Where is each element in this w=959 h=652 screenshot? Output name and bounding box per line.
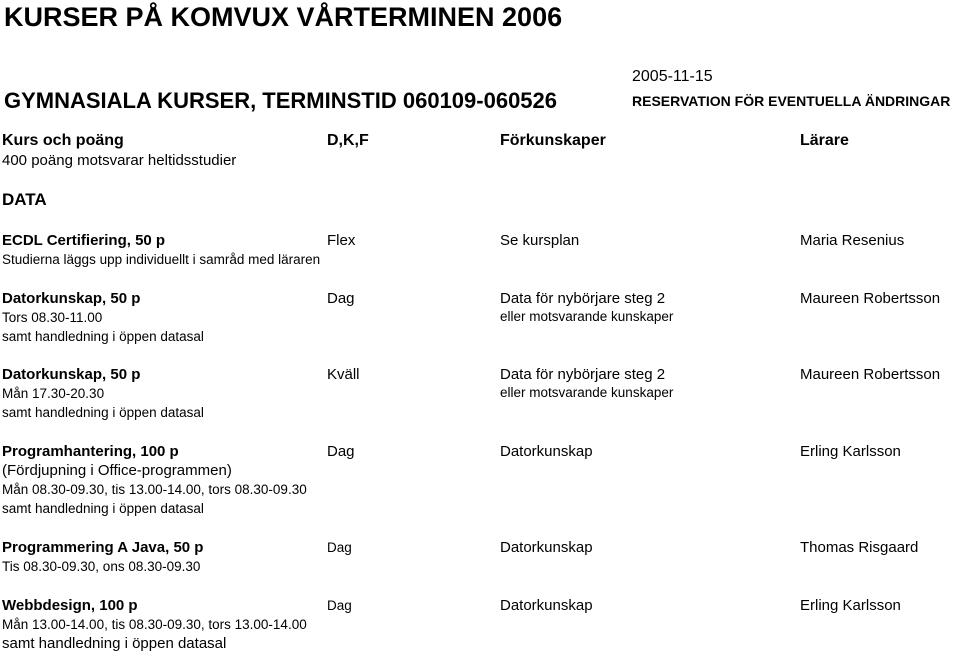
course-teacher: Erling Karlsson [800,597,901,614]
course-detail: samt handledning i öppen datasal [2,501,204,516]
course-type: Dag [327,443,355,460]
course-detail: samt handledning i öppen datasal [2,329,204,344]
course-prereq-alt: eller motsvarande kunskaper [500,309,674,324]
reservation-note: RESERVATION FÖR EVENTUELLA ÄNDRINGAR [632,93,951,109]
course-teacher: Erling Karlsson [800,443,901,460]
course-prereq: Datorkunskap [500,597,593,614]
points-note: 400 poäng motsvarar heltidsstudier [2,152,237,169]
course-detail: samt handledning i öppen datasal [2,405,204,420]
course-prereq: Data för nybörjare steg 2 [500,366,666,383]
course-detail: Mån 08.30-09.30, tis 13.00-14.00, tors 08.30-09.30 [2,482,307,497]
section-heading: DATA [2,190,47,209]
course-name: Webbdesign, 100 p [2,597,138,614]
course-type: Dag [327,598,352,613]
course-type: Kväll [327,366,360,383]
course-name: ECDL Certifiering, 50 p [2,232,166,249]
course-name: Datorkunskap, 50 p [2,290,141,307]
course-teacher: Thomas Risgaard [800,539,919,556]
document-date: 2005-11-15 [632,68,713,85]
course-teacher: Maria Resenius [800,232,905,249]
course-prereq: Datorkunskap [500,443,593,460]
page-subtitle: GYMNASIALA KURSER, TERMINSTID 060109-060526 [4,88,558,113]
course-detail: Tors 08.30-11.00 [2,310,103,325]
header-course: Kurs och poäng [2,132,124,149]
course-name: Programhantering, 100 p [2,443,179,460]
course-detail: (Fördjupning i Office-programmen) [2,462,232,479]
course-prereq: Se kursplan [500,232,580,249]
course-type: Flex [327,232,356,249]
course-teacher: Maureen Robertsson [800,366,941,383]
header-prereq: Förkunskaper [500,132,606,149]
course-name: Datorkunskap, 50 p [2,366,141,383]
page-title: KURSER PÅ KOMVUX VÅRTERMINEN 2006 [4,2,563,32]
course-type: Dag [327,540,352,555]
header-dkf: D,K,F [327,132,369,149]
course-name: Programmering A Java, 50 p [2,539,204,556]
course-detail: Mån 17.30-20.30 [2,386,105,401]
course-type: Dag [327,290,355,307]
course-detail: Tis 08.30-09.30, ons 08.30-09.30 [2,559,201,574]
course-prereq-alt: eller motsvarande kunskaper [500,385,674,400]
course-teacher: Maureen Robertsson [800,290,941,307]
course-detail: Studierna läggs upp individuellt i samråd med läraren [2,252,321,267]
course-detail: samt handledning i öppen datasal [2,635,227,652]
header-teacher: Lärare [800,132,849,149]
course-detail: Mån 13.00-14.00, tis 08.30-09.30, tors 13.00-14.00 [2,617,307,632]
course-prereq: Data för nybörjare steg 2 [500,290,666,307]
course-prereq: Datorkunskap [500,539,593,556]
